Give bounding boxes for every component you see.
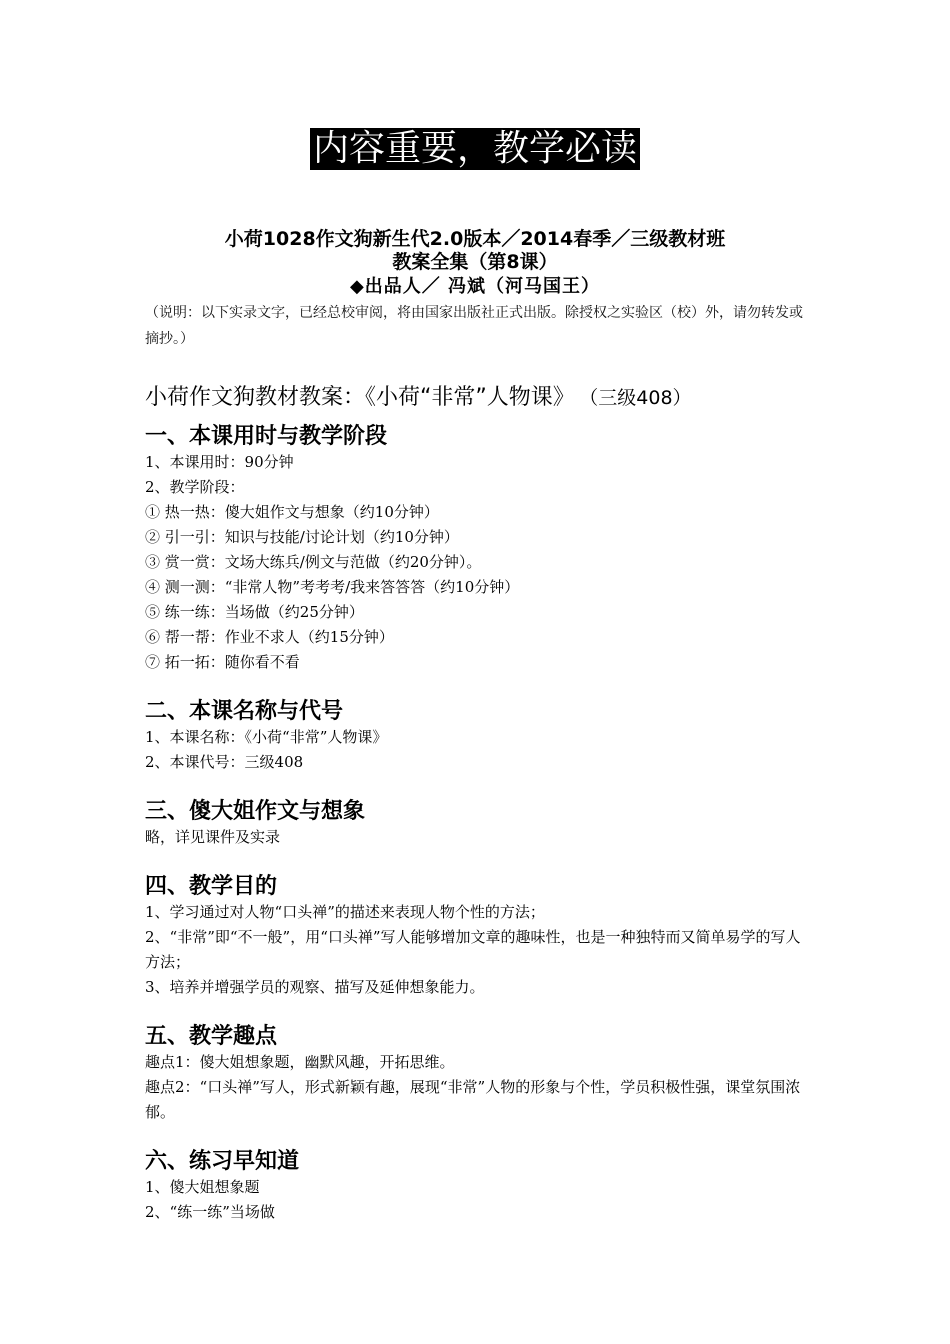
section-title: 六、练习早知道 xyxy=(145,1149,300,1174)
list-item: 2、“练一练”当场做 xyxy=(145,1203,275,1221)
section-lines xyxy=(145,1050,815,1125)
header-line-2: 教案全集（第8课） xyxy=(392,251,558,273)
section-lines xyxy=(145,900,815,1000)
list-item: ⑦ 拓一拓：随你看不看 xyxy=(145,653,300,671)
section-title: 三、傻大姐作文与想象 xyxy=(145,799,366,824)
list-item: 1、学习通过对人物“口头禅”的描述来表现人物个性的方法； xyxy=(145,903,545,921)
list-item: 1、本课用时：90分钟 xyxy=(145,453,294,471)
section-title: 五、教学趣点 xyxy=(145,1024,278,1049)
section-lines xyxy=(145,1175,815,1225)
list-item: 趣点1：傻大姐想象题，幽默风趣，开拓思维。 xyxy=(145,1053,455,1071)
list-item: ② 引一引：知识与技能/讨论计划（约10分钟） xyxy=(145,528,459,546)
list-item: ④ 测一测：“非常人物”考考考/我来答答答（约10分钟） xyxy=(145,578,520,596)
main-title-suffix: （三级408） xyxy=(588,387,692,409)
section-4 xyxy=(145,873,815,1000)
section-title: 一、本课用时与教学阶段 xyxy=(145,424,388,449)
main-title xyxy=(145,383,815,413)
disclaimer-note: （说明：以下实录文字，已经总校审阅，将由国家出版社正式出版。除授权之实验区（校）外，请勿转发或摘抄。） xyxy=(145,305,803,347)
list-item: ③ 赏一赏：文场大练兵/例文与范做（约20分钟）。 xyxy=(145,553,482,571)
section-lines xyxy=(145,450,815,675)
section-5 xyxy=(145,1023,815,1125)
section-title: 二、本课名称与代号 xyxy=(145,699,344,724)
header-line-3: ◆出品人／ 冯斌（河马国王） xyxy=(349,276,601,297)
list-item: ⑤ 练一练：当场做（约25分钟） xyxy=(145,603,364,621)
list-item: ① 热一热：傻大姐作文与想象（约10分钟） xyxy=(145,503,439,521)
section-title: 四、教学目的 xyxy=(145,874,278,899)
list-item: 略，详见课件及实录 xyxy=(145,828,281,846)
list-item: ⑥ 帮一帮：作业不求人（约15分钟） xyxy=(145,628,394,646)
list-item: 3、培养并增强学员的观察、描写及延伸想象能力。 xyxy=(145,978,485,996)
section-1 xyxy=(145,423,815,675)
main-title-text: 小荷作文狗教材教案：《小荷“非常”人物课》 xyxy=(145,385,575,410)
banner-title: 内容重要，教学必读 xyxy=(310,128,640,170)
list-item: 1、傻大姐想象题 xyxy=(145,1178,260,1196)
section-6 xyxy=(145,1148,815,1225)
section-3 xyxy=(145,798,815,850)
section-2 xyxy=(145,698,815,775)
content xyxy=(145,383,815,1248)
section-lines xyxy=(145,725,815,775)
banner-wrap xyxy=(0,128,950,170)
section-lines xyxy=(145,825,815,850)
header-line-1: 小荷1028作文狗新生代2.0版本／2014春季／三级教材班 xyxy=(224,228,726,250)
list-item: 2、“非常”即“不一般”，用“口头禅”写人能够增加文章的趣味性，也是一种独特而又简单易学的写人方法； xyxy=(145,928,801,971)
list-item: 趣点2：“口头禅”写人，形式新颖有趣，展现“非常”人物的形象与个性，学员积极性强，课堂氛围浓郁。 xyxy=(145,1078,801,1121)
list-item: 2、教学阶段： xyxy=(145,478,245,496)
list-item: 2、本课代号：三级408 xyxy=(145,753,304,771)
list-item: 1、本课名称：《小荷“非常”人物课》 xyxy=(145,728,388,746)
